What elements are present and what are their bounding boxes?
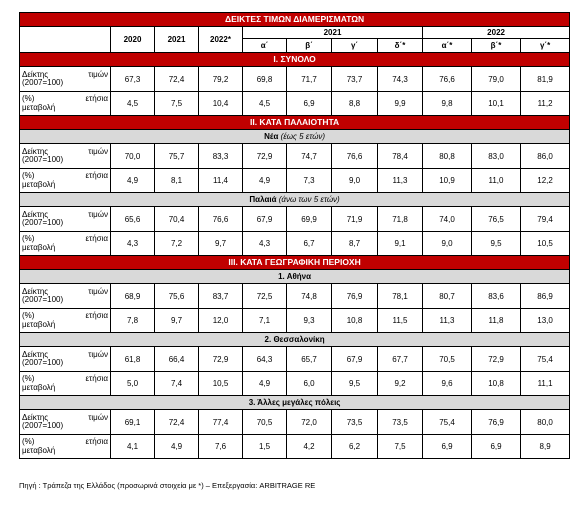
index-value-cell: 73,5: [332, 410, 378, 435]
group-title: [20, 270, 570, 284]
change-value-cell: 7,3: [287, 169, 332, 193]
chg-label-b: ετήσια: [85, 171, 108, 180]
index-label: [20, 144, 111, 169]
change-value-cell: 4,9: [155, 435, 199, 459]
change-value-cell: 1,5: [243, 435, 287, 459]
section-title: ΙΙ. ΚΑΤΑ ΠΑΛΑΙΟΤΗΤΑ: [20, 116, 570, 130]
change-value-cell: 11,3: [378, 169, 423, 193]
index-value-cell: 83,7: [199, 284, 243, 309]
change-value-cell: 6,2: [332, 435, 378, 459]
change-value-cell: 10,9: [423, 169, 472, 193]
change-value-cell: 10,5: [199, 372, 243, 396]
change-value-cell: 9,5: [332, 372, 378, 396]
change-value-cell: 11,5: [378, 309, 423, 333]
change-row: [20, 232, 570, 256]
change-value-cell: 13,0: [521, 309, 570, 333]
change-value-cell: 4,9: [243, 169, 287, 193]
index-label: [20, 67, 111, 92]
change-value-cell: 7,5: [155, 92, 199, 116]
index-value-cell: 70,5: [423, 347, 472, 372]
index-label-b: τιμών: [88, 286, 108, 296]
header-q2-2021: β΄: [287, 39, 332, 53]
change-value-cell: 11,2: [521, 92, 570, 116]
index-value-cell: 71,8: [378, 207, 423, 232]
chg-label-b: ετήσια: [85, 437, 108, 446]
change-value-cell: 7,8: [111, 309, 155, 333]
index-value-cell: 76,9: [472, 410, 521, 435]
group-name: Νέα: [264, 132, 279, 141]
change-value-cell: 9,0: [423, 232, 472, 256]
change-value-cell: 8,9: [521, 435, 570, 459]
change-value-cell: 4,2: [287, 435, 332, 459]
index-label: [20, 347, 111, 372]
index-label: [20, 284, 111, 309]
index-value-cell: 67,9: [332, 347, 378, 372]
header-q3-2021: γ΄: [332, 39, 378, 53]
index-label-c: (2007=100): [22, 421, 64, 430]
index-value-cell: 75,6: [155, 284, 199, 309]
change-value-cell: 4,9: [243, 372, 287, 396]
group-row: [20, 193, 570, 207]
index-value-cell: 78,1: [378, 284, 423, 309]
group-row: [20, 333, 570, 347]
chg-label-a: (%): [22, 94, 35, 103]
index-value-cell: 79,4: [521, 207, 570, 232]
index-value-cell: 65,6: [111, 207, 155, 232]
index-row: [20, 207, 570, 232]
group-name: 3. Άλλες μεγάλες πόλεις: [248, 398, 341, 407]
index-value-cell: 80,8: [423, 144, 472, 169]
index-value-cell: 76,9: [332, 284, 378, 309]
chg-label-a: (%): [22, 171, 35, 180]
header-q1-2022: α΄*: [423, 39, 472, 53]
index-value-cell: 69,8: [243, 67, 287, 92]
change-value-cell: 4,3: [111, 232, 155, 256]
change-value-cell: 4,5: [243, 92, 287, 116]
section-row: [20, 116, 570, 130]
change-value-cell: 7,1: [243, 309, 287, 333]
index-value-cell: 64,3: [243, 347, 287, 372]
change-value-cell: 9,8: [423, 92, 472, 116]
index-value-cell: 71,7: [287, 67, 332, 92]
index-value-cell: 86,9: [521, 284, 570, 309]
change-value-cell: 9,7: [155, 309, 199, 333]
change-value-cell: 7,2: [155, 232, 199, 256]
index-value-cell: 79,2: [199, 67, 243, 92]
section-row: [20, 256, 570, 270]
index-value-cell: 74,3: [378, 67, 423, 92]
change-value-cell: 9,1: [378, 232, 423, 256]
group-note: (άνω των 5 ετών): [278, 195, 340, 204]
group-name: 2. Θεσσαλονίκη: [264, 335, 325, 344]
section-title: Ι. ΣΥΝΟΛΟ: [20, 53, 570, 67]
index-value-cell: 83,3: [199, 144, 243, 169]
index-value-cell: 67,3: [111, 67, 155, 92]
change-value-cell: 11,8: [472, 309, 521, 333]
index-value-cell: 72,4: [155, 67, 199, 92]
index-label: [20, 207, 111, 232]
change-value-cell: 5,0: [111, 372, 155, 396]
change-row: [20, 435, 570, 459]
index-value-cell: 83,6: [472, 284, 521, 309]
change-value-cell: 9,6: [423, 372, 472, 396]
group-title: [20, 333, 570, 347]
index-value-cell: 76,6: [423, 67, 472, 92]
change-value-cell: 6,9: [287, 92, 332, 116]
index-value-cell: 76,6: [332, 144, 378, 169]
index-value-cell: 80,0: [521, 410, 570, 435]
index-value-cell: 75,4: [521, 347, 570, 372]
change-value-cell: 6,0: [287, 372, 332, 396]
group-row: [20, 396, 570, 410]
index-label-a: Δείκτης: [22, 209, 49, 219]
chg-label: [20, 309, 111, 333]
change-value-cell: 11,3: [423, 309, 472, 333]
index-value-cell: 81,9: [521, 67, 570, 92]
change-value-cell: 4,3: [243, 232, 287, 256]
change-value-cell: 6,7: [287, 232, 332, 256]
index-value-cell: 73,5: [378, 410, 423, 435]
change-value-cell: 10,1: [472, 92, 521, 116]
change-value-cell: 12,2: [521, 169, 570, 193]
index-label-c: (2007=100): [22, 218, 64, 227]
change-value-cell: 4,5: [111, 92, 155, 116]
chg-label-b: ετήσια: [85, 94, 108, 103]
change-value-cell: 12,0: [199, 309, 243, 333]
header-group-2021: 2021: [243, 27, 423, 39]
change-value-cell: 9,5: [472, 232, 521, 256]
index-label-b: τιμών: [88, 412, 108, 422]
change-value-cell: 9,0: [332, 169, 378, 193]
change-value-cell: 7,6: [199, 435, 243, 459]
index-value-cell: 65,7: [287, 347, 332, 372]
index-value-cell: 72,9: [199, 347, 243, 372]
group-row: [20, 130, 570, 144]
chg-label: [20, 435, 111, 459]
index-value-cell: 72,9: [472, 347, 521, 372]
change-value-cell: 8,7: [332, 232, 378, 256]
chg-label-a: (%): [22, 437, 35, 446]
index-value-cell: 75,4: [423, 410, 472, 435]
index-value-cell: 70,0: [111, 144, 155, 169]
index-label-c: (2007=100): [22, 295, 64, 304]
index-value-cell: 73,7: [332, 67, 378, 92]
group-title: [20, 130, 570, 144]
chg-label-c: μεταβολή: [22, 382, 56, 392]
chg-label: [20, 372, 111, 396]
index-value-cell: 68,9: [111, 284, 155, 309]
change-value-cell: 9,9: [378, 92, 423, 116]
index-row: [20, 144, 570, 169]
chg-label-c: μεταβολή: [22, 319, 56, 329]
header-corner: [20, 27, 111, 53]
index-label-b: τιμών: [88, 146, 108, 156]
header-q1-2021: α΄: [243, 39, 287, 53]
index-value-cell: 74,0: [423, 207, 472, 232]
header-group-2022: 2022: [423, 27, 570, 39]
table-wrapper: [19, 12, 569, 459]
index-value-cell: 74,8: [287, 284, 332, 309]
chg-label-c: μεταβολή: [22, 445, 56, 455]
index-value-cell: 86,0: [521, 144, 570, 169]
index-label-c: (2007=100): [22, 78, 64, 87]
change-value-cell: 4,9: [111, 169, 155, 193]
index-label-a: Δείκτης: [22, 349, 49, 359]
change-value-cell: 11,0: [472, 169, 521, 193]
index-value-cell: 72,9: [243, 144, 287, 169]
index-label-a: Δείκτης: [22, 146, 49, 156]
change-row: [20, 372, 570, 396]
index-value-cell: 72,0: [287, 410, 332, 435]
change-value-cell: 9,7: [199, 232, 243, 256]
change-value-cell: 7,5: [378, 435, 423, 459]
index-value-cell: 75,7: [155, 144, 199, 169]
index-value-cell: 79,0: [472, 67, 521, 92]
chg-label-c: μεταβολή: [22, 179, 56, 189]
index-value-cell: 74,7: [287, 144, 332, 169]
index-label-c: (2007=100): [22, 155, 64, 164]
index-value-cell: 72,5: [243, 284, 287, 309]
index-value-cell: 67,9: [243, 207, 287, 232]
index-row: [20, 67, 570, 92]
index-row: [20, 410, 570, 435]
change-value-cell: 8,1: [155, 169, 199, 193]
header-row-1: [20, 27, 570, 39]
source-note: Πηγή : Τράπεζα της Ελλάδος (προσωρινά στοιχεία με *) – Επεξεργασία: ARBITRAGE RE: [19, 481, 316, 490]
chg-label-c: μεταβολή: [22, 102, 56, 112]
index-value-cell: 61,8: [111, 347, 155, 372]
chg-label-b: ετήσια: [85, 374, 108, 383]
index-value-cell: 67,7: [378, 347, 423, 372]
index-label: [20, 410, 111, 435]
index-label-b: τιμών: [88, 209, 108, 219]
header-year-2021: 2021: [155, 27, 199, 53]
table-title-row: [20, 13, 570, 27]
index-value-cell: 80,7: [423, 284, 472, 309]
index-label-b: τιμών: [88, 69, 108, 79]
index-value-cell: 72,4: [155, 410, 199, 435]
change-value-cell: 10,5: [521, 232, 570, 256]
index-value-cell: 69,1: [111, 410, 155, 435]
change-value-cell: 8,8: [332, 92, 378, 116]
change-value-cell: 10,8: [472, 372, 521, 396]
index-value-cell: 77,4: [199, 410, 243, 435]
chg-label-b: ετήσια: [85, 311, 108, 320]
group-note: (έως 5 ετών): [280, 132, 326, 141]
change-value-cell: 6,9: [472, 435, 521, 459]
index-label-b: τιμών: [88, 349, 108, 359]
chg-label-c: μεταβολή: [22, 242, 56, 252]
index-value-cell: 76,6: [199, 207, 243, 232]
index-value-cell: 69,9: [287, 207, 332, 232]
section-title: ΙΙΙ. ΚΑΤΑ ΓΕΩΓΡΑΦΙΚΗ ΠΕΡΙΟΧΗ: [20, 256, 570, 270]
chg-label: [20, 232, 111, 256]
table-body: [20, 13, 570, 459]
group-title: [20, 193, 570, 207]
index-value-cell: 66,4: [155, 347, 199, 372]
index-value-cell: 83,0: [472, 144, 521, 169]
change-value-cell: 7,4: [155, 372, 199, 396]
group-name: Παλαιά: [249, 195, 277, 204]
change-value-cell: 9,2: [378, 372, 423, 396]
section-row: [20, 53, 570, 67]
table-title: ΔΕΙΚΤΕΣ ΤΙΜΩΝ ΔΙΑΜΕΡΙΣΜΑΤΩΝ: [20, 13, 570, 27]
index-label-a: Δείκτης: [22, 69, 49, 79]
group-name: 1. Αθήνα: [278, 272, 312, 281]
chg-label-a: (%): [22, 311, 35, 320]
index-row: [20, 347, 570, 372]
index-label-a: Δείκτης: [22, 286, 49, 296]
change-value-cell: 10,4: [199, 92, 243, 116]
apartment-price-index-table: [19, 12, 570, 459]
index-value-cell: 71,9: [332, 207, 378, 232]
index-label-c: (2007=100): [22, 358, 64, 367]
index-row: [20, 284, 570, 309]
change-value-cell: 9,3: [287, 309, 332, 333]
header-q2-2022: β΄*: [472, 39, 521, 53]
change-value-cell: 10,8: [332, 309, 378, 333]
chg-label-a: (%): [22, 374, 35, 383]
change-value-cell: 11,1: [521, 372, 570, 396]
change-row: [20, 169, 570, 193]
group-title: [20, 396, 570, 410]
chg-label: [20, 169, 111, 193]
group-row: [20, 270, 570, 284]
change-row: [20, 309, 570, 333]
change-value-cell: 4,1: [111, 435, 155, 459]
index-label-a: Δείκτης: [22, 412, 49, 422]
header-q4-2021: δ΄*: [378, 39, 423, 53]
change-value-cell: 6,9: [423, 435, 472, 459]
chg-label-a: (%): [22, 234, 35, 243]
chg-label: [20, 92, 111, 116]
change-value-cell: 11,4: [199, 169, 243, 193]
header-year-2020: 2020: [111, 27, 155, 53]
index-value-cell: 70,4: [155, 207, 199, 232]
index-value-cell: 78,4: [378, 144, 423, 169]
header-year-2022: 2022*: [199, 27, 243, 53]
header-q3-2022: γ΄*: [521, 39, 570, 53]
index-value-cell: 70,5: [243, 410, 287, 435]
index-value-cell: 76,5: [472, 207, 521, 232]
chg-label-b: ετήσια: [85, 234, 108, 243]
change-row: [20, 92, 570, 116]
